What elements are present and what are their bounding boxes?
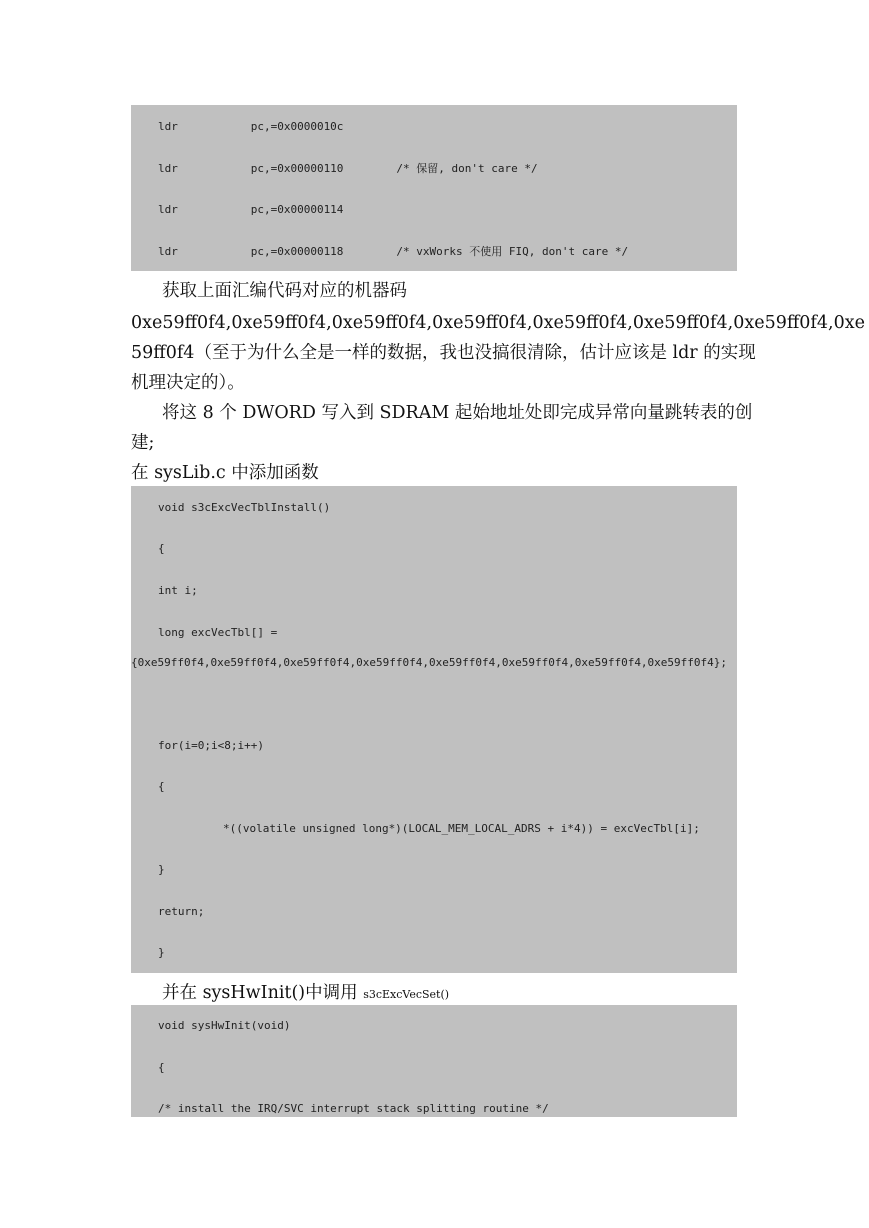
code-line: ldr pc,=0x0000010c [158,120,344,133]
code-line: } [158,863,165,876]
paragraph-machine-code-intro: 获取上面汇编代码对应的机器码 [162,281,407,301]
function-name: s3cExcVecSet() [363,988,450,1001]
code-line: int i; [158,584,198,597]
code-line: long excVecTbl[] = [158,626,278,639]
code-line: *((volatile unsigned long*)(LOCAL_MEM_LOCAL_ADRS + i*4)) = excVecTbl[i]; [223,822,700,835]
code-line: ldr pc,=0x00000114 [158,203,344,216]
paragraph-machine-code-line: 0xe59ff0f4,0xe59ff0f4,0xe59ff0f4,0xe59ff0f4,0xe59ff0f4,0xe59ff0f4,0xe59ff0f4,0xe [131,313,865,333]
code-line: return; [158,905,205,918]
paragraph-dword-write: 将这 8 个 DWORD 写入到 SDRAM 起始地址处即完成异常向量跳转表的创 [162,403,753,423]
code-block-3 [131,1005,737,1117]
code-line: { [158,780,165,793]
paragraph-add-function: 在 sysLib.c 中添加函数 [131,463,319,483]
code-block-1 [131,105,737,271]
code-line: void sysHwInit(void) [158,1019,291,1032]
code-line: /* install the IRQ/SVC interrupt stack splitting routine */ [158,1102,549,1115]
paragraph-text: 并在 sysHwInit()中调用 [162,983,358,1003]
code-line: void s3cExcVecTblInstall() [158,501,331,514]
code-line: { [158,1061,165,1074]
code-line: } [158,946,165,959]
paragraph-dword-write: 建; [131,433,155,453]
code-line: for(i=0;i<8;i++) [158,739,264,752]
code-line: ldr pc,=0x00000118 /* vxWorks 不使用 FIQ, don't care */ [158,245,629,258]
code-block-2 [131,486,737,973]
paragraph-machine-code-line: 59ff0f4（至于为什么全是一样的数据，我也没搞很清除，估计应该是 ldr 的实现 [131,343,756,363]
code-line: ldr pc,=0x00000110 /* 保留, don't care */ [158,162,538,175]
code-line: {0xe59ff0f4,0xe59ff0f4,0xe59ff0f4,0xe59ff0f4,0xe59ff0f4,0xe59ff0f4,0xe59ff0f4,0xe59ff0f4}; [131,656,728,669]
code-line: { [158,542,165,555]
paragraph-machine-code-line: 机理决定的）。 [131,373,245,393]
